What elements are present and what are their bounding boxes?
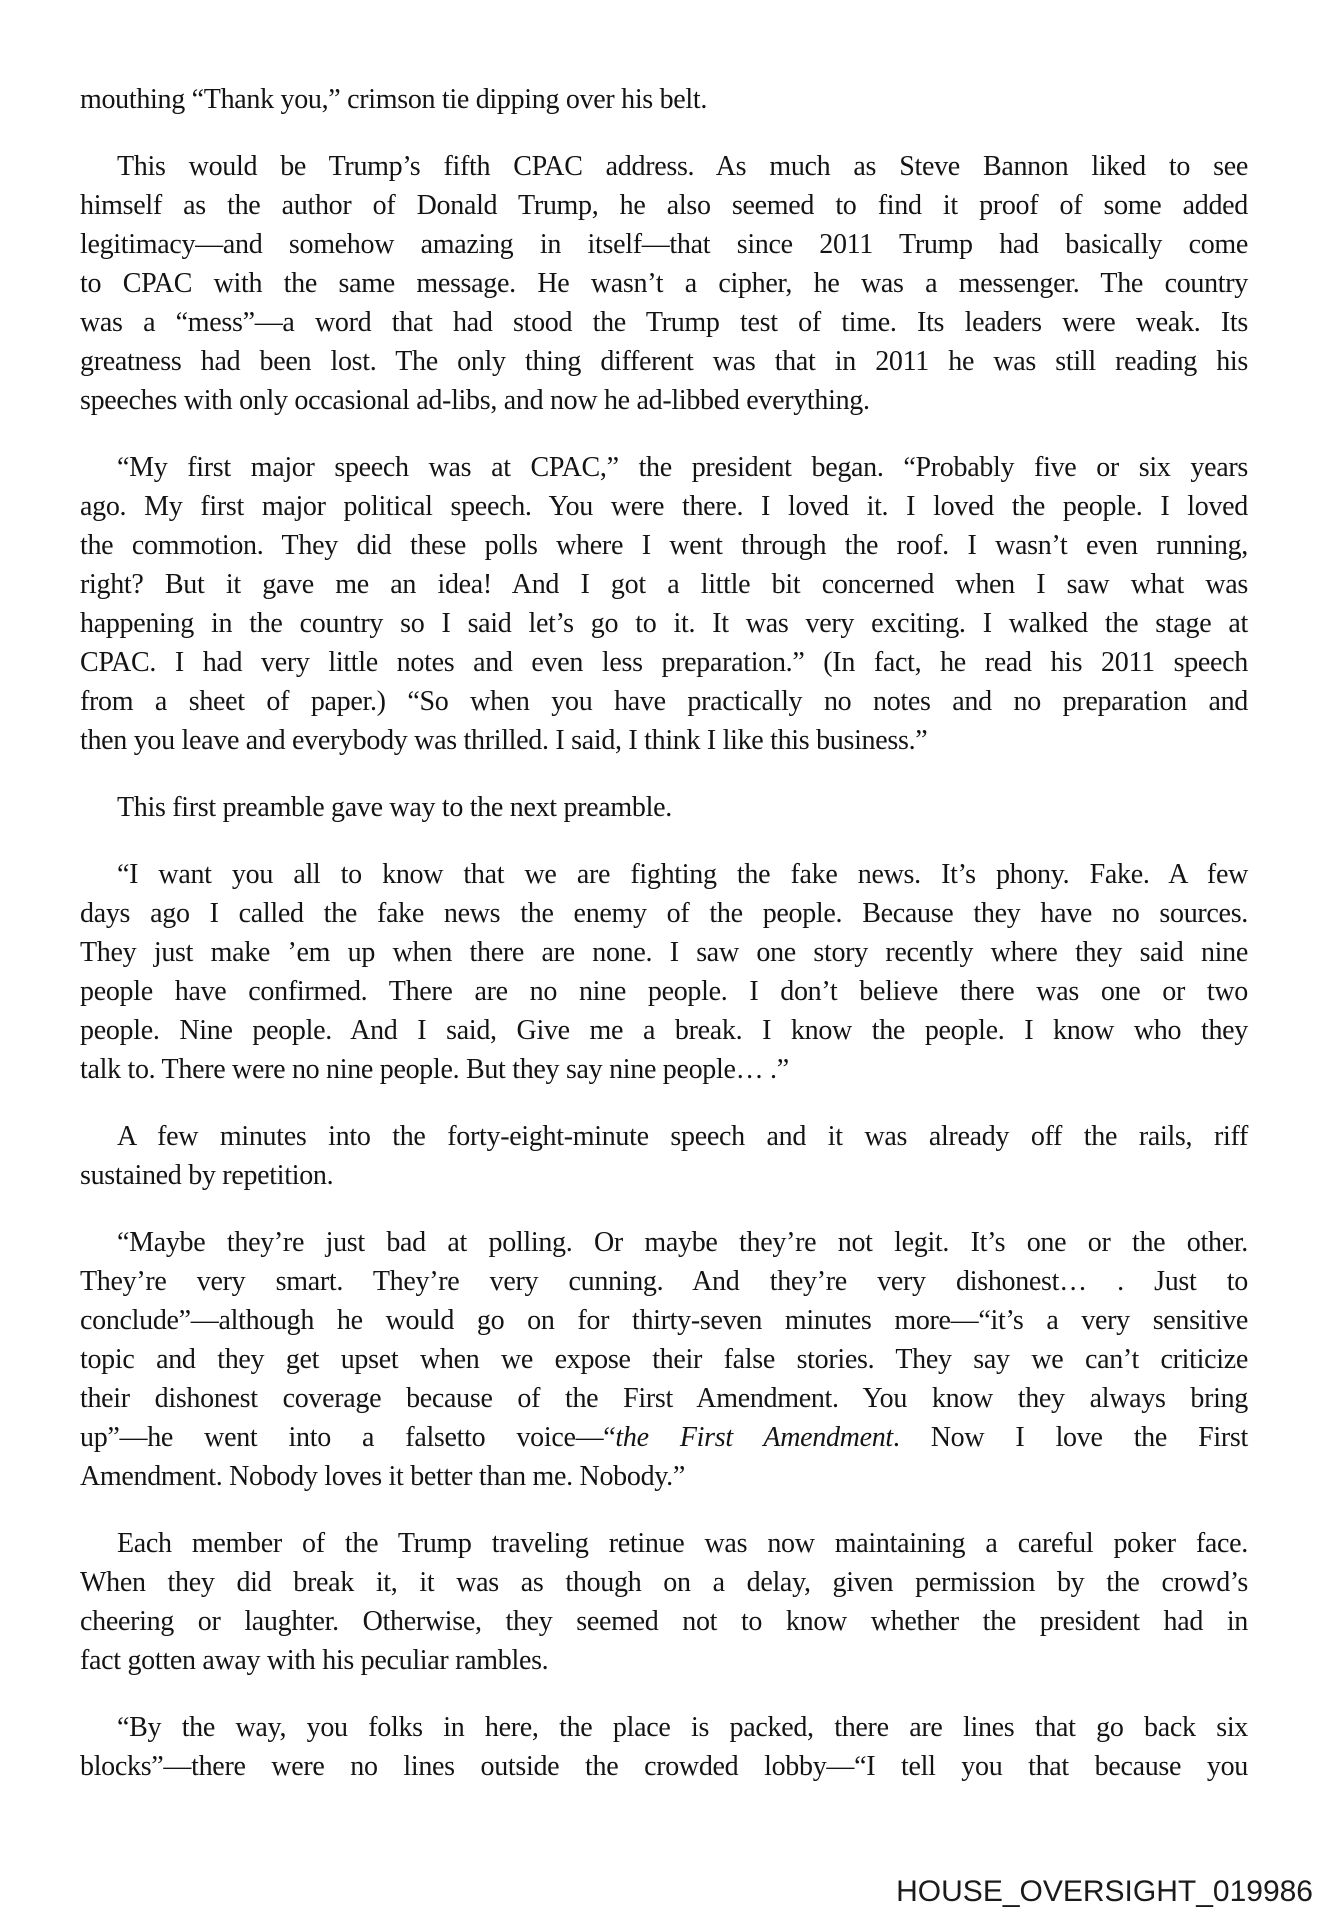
text-line: fact gotten away with his peculiar rambles. — [80, 1645, 549, 1676]
text-line: their dishonest coverage because of the First Amendment. You know they always bring — [80, 1383, 1248, 1414]
text-line: happening in the country so I said let’s go to it. It was very exciting. I walked the stage at — [80, 608, 1248, 639]
text-line: blocks”—there were no lines outside the crowded lobby—“I tell you that because you — [80, 1751, 1248, 1782]
text-line: cheering or laughter. Otherwise, they seemed not to know whether the president had in — [80, 1606, 1248, 1637]
text-line: from a sheet of paper.) “So when you have practically no notes and no preparation and — [80, 686, 1248, 717]
paragraph — [80, 855, 1248, 1089]
text-line: talk to. There were no nine people. But they say nine people… .” — [80, 1054, 789, 1085]
text-line: “I want you all to know that we are fighting the fake news. It’s phony. Fake. A few — [117, 859, 1248, 890]
text-line: greatness had been lost. The only thing different was that in 2011 he was still reading his — [80, 346, 1248, 377]
text-line: then you leave and everybody was thrilled. I said, I think I like this business.” — [80, 725, 928, 756]
text-line: Each member of the Trump traveling retinue was now maintaining a careful poker face. — [117, 1528, 1248, 1559]
text-line: CPAC. I had very little notes and even less preparation.” (In fact, he read his 2011 speech — [80, 647, 1248, 678]
italic-text: the First Amendment — [615, 1422, 893, 1453]
text-line: “My first major speech was at CPAC,” the president began. “Probably five or six years — [117, 452, 1248, 483]
text-line: “By the way, you folks in here, the place is packed, there are lines that go back six — [117, 1712, 1248, 1743]
text-line: They just make ’em up when there are none. I saw one story recently where they said nine — [80, 937, 1248, 968]
text-line: This first preamble gave way to the next preamble. — [117, 792, 672, 823]
paragraph — [80, 147, 1248, 420]
text-line: legitimacy—and somehow amazing in itself—that since 2011 Trump had basically come — [80, 229, 1248, 260]
text-line: Amendment. Nobody loves it better than me. Nobody.” — [80, 1461, 685, 1492]
text-line: A few minutes into the forty-eight-minute speech and it was already off the rails, riff — [117, 1121, 1248, 1152]
paragraph — [80, 1524, 1248, 1680]
text-line: conclude”—although he would go on for thirty-seven minutes more—“it’s a very sensitive — [80, 1305, 1248, 1336]
body-text — [80, 80, 1248, 1786]
text-line: speeches with only occasional ad-libs, and now he ad-libbed everything. — [80, 385, 870, 416]
text-line: topic and they get upset when we expose their false stories. They say we can’t criticize — [80, 1344, 1248, 1375]
text-line: people. Nine people. And I said, Give me a break. I know the people. I know who they — [80, 1015, 1248, 1046]
bates-number: HOUSE_OVERSIGHT_019986 — [896, 1875, 1313, 1908]
text-line: This would be Trump’s fifth CPAC address. As much as Steve Bannon liked to see — [117, 151, 1248, 182]
paragraph — [80, 1117, 1248, 1195]
text-line: When they did break it, it was as though on a delay, given permission by the crowd’s — [80, 1567, 1248, 1598]
paragraph — [80, 788, 1248, 827]
text-line: “Maybe they’re just bad at polling. Or maybe they’re not legit. It’s one or the other. — [117, 1227, 1248, 1258]
text-line: himself as the author of Donald Trump, he also seemed to find it proof of some added — [80, 190, 1248, 221]
text-line: mouthing “Thank you,” crimson tie dipping over his belt. — [80, 84, 708, 115]
paragraph — [80, 1708, 1248, 1786]
text-line: sustained by repetition. — [80, 1160, 334, 1191]
paragraph — [80, 448, 1248, 760]
text-line: They’re very smart. They’re very cunning. And they’re very dishonest… . Just to — [80, 1266, 1248, 1297]
text-line: was a “mess”—a word that had stood the Trump test of time. Its leaders were weak. Its — [80, 307, 1248, 338]
plain-text: . Now I love the First — [892, 1422, 1248, 1453]
text-line: the commotion. They did these polls where I went through the roof. I wasn’t even running, — [80, 530, 1248, 561]
text-line: ago. My first major political speech. You were there. I loved it. I loved the people. I loved — [80, 491, 1248, 522]
paragraph — [80, 80, 1248, 119]
text-line: people have confirmed. There are no nine people. I don’t believe there was one or two — [80, 976, 1248, 1007]
paragraph — [80, 1223, 1248, 1496]
text-line: days ago I called the fake news the enemy of the people. Because they have no sources. — [80, 898, 1248, 929]
text-line: right? But it gave me an idea! And I got a little bit concerned when I saw what was — [80, 569, 1248, 600]
text-line — [80, 1418, 1248, 1457]
plain-text: up”—he went into a falsetto voice—“ — [80, 1422, 616, 1453]
text-line: to CPAC with the same message. He wasn’t a cipher, he was a messenger. The country — [80, 268, 1248, 299]
